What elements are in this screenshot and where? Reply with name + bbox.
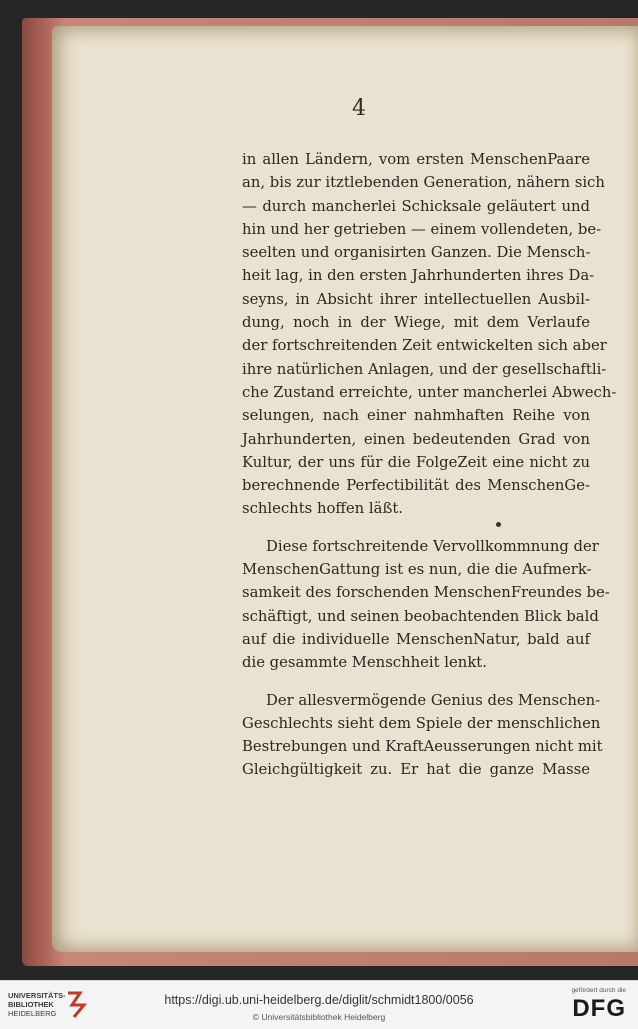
text-line: seyns, in Absicht ihrer intellectuellen Ausbil- bbox=[242, 290, 590, 308]
text-line: Der allesvermögende Genius des Menschen- bbox=[266, 691, 601, 709]
text-line: Kultur, der uns für die FolgeZeit eine nicht zu bbox=[242, 453, 590, 471]
library-name-line: UNIVERSITÄTS- bbox=[8, 991, 66, 1000]
text-line: Gleichgültigkeit zu. Er hat die ganze Masse bbox=[242, 761, 590, 779]
page-number: 4 bbox=[352, 96, 366, 121]
paragraph-3 bbox=[242, 689, 603, 782]
ink-mark bbox=[496, 522, 501, 527]
funder-note: gefördert durch die bbox=[571, 987, 626, 994]
text-line: auf die individuelle MenschenNatur, bald auf bbox=[242, 630, 590, 648]
text-line: Geschlechts sieht dem Spiele der menschlichen bbox=[242, 714, 601, 732]
text-line: heit lag, in den ersten Jahrhunderten ihres Da- bbox=[242, 267, 595, 285]
text-line: die gesammte Menschheit lenkt. bbox=[242, 654, 487, 672]
paragraph-1 bbox=[242, 148, 617, 521]
text-line: dung, noch in der Wiege, mit dem Verlaufe bbox=[242, 314, 590, 332]
text-line: Diese fortschreitende Vervollkommnung der bbox=[266, 537, 599, 555]
text-line: seelten und organisirten Ganzen. Die Mensch- bbox=[242, 244, 591, 262]
text-line: berechnende Perfectibilität des MenschenGe- bbox=[242, 477, 590, 495]
text-line: der fortschreitenden Zeit entwickelten sich aber bbox=[242, 337, 607, 355]
library-name-line: BIBLIOTHEK bbox=[8, 1000, 54, 1009]
text-line: Jahrhunderten, einen bedeutenden Grad von bbox=[242, 430, 590, 448]
copyright-text: © Universitätsbibliothek Heidelberg bbox=[252, 1012, 386, 1022]
text-line: samkeit des forschenden MenschenFreundes be- bbox=[242, 584, 610, 602]
text-line: — durch mancherlei Schicksale geläutert und bbox=[242, 197, 590, 215]
library-name-line: HEIDELBERG bbox=[8, 1009, 57, 1018]
text-line: an, bis zur itztlebenden Generation, nähern sich bbox=[242, 174, 605, 192]
text-line: Bestrebungen und KraftAeusserungen nicht mit bbox=[242, 738, 603, 756]
text-line: MenschenGattung ist es nun, die die Aufmerk- bbox=[242, 561, 592, 579]
viewer-footer bbox=[0, 980, 638, 1029]
text-line: in allen Ländern, vom ersten MenschenPaare bbox=[242, 151, 590, 168]
text-line: selungen, nach einer nahmhaften Reihe von bbox=[242, 407, 590, 425]
permalink-url[interactable]: https://digi.ub.uni-heidelberg.de/diglit/schmidt1800/0056 bbox=[164, 993, 474, 1007]
page-text bbox=[242, 148, 617, 782]
text-line: ihre natürlichen Anlagen, und der gesellschaftli- bbox=[242, 360, 607, 378]
paragraph-2 bbox=[242, 535, 610, 675]
text-line: schlechts hoffen läßt. bbox=[242, 500, 403, 518]
text-line: schäftigt, und seinen beobachtenden Blick bald bbox=[242, 607, 599, 625]
dfg-logo[interactable]: DFG bbox=[572, 995, 626, 1022]
text-line: che Zustand erreichte, unter mancherlei Abwech- bbox=[242, 383, 617, 401]
text-line: hin und her getrieben — einem vollendeten, be- bbox=[242, 220, 602, 238]
